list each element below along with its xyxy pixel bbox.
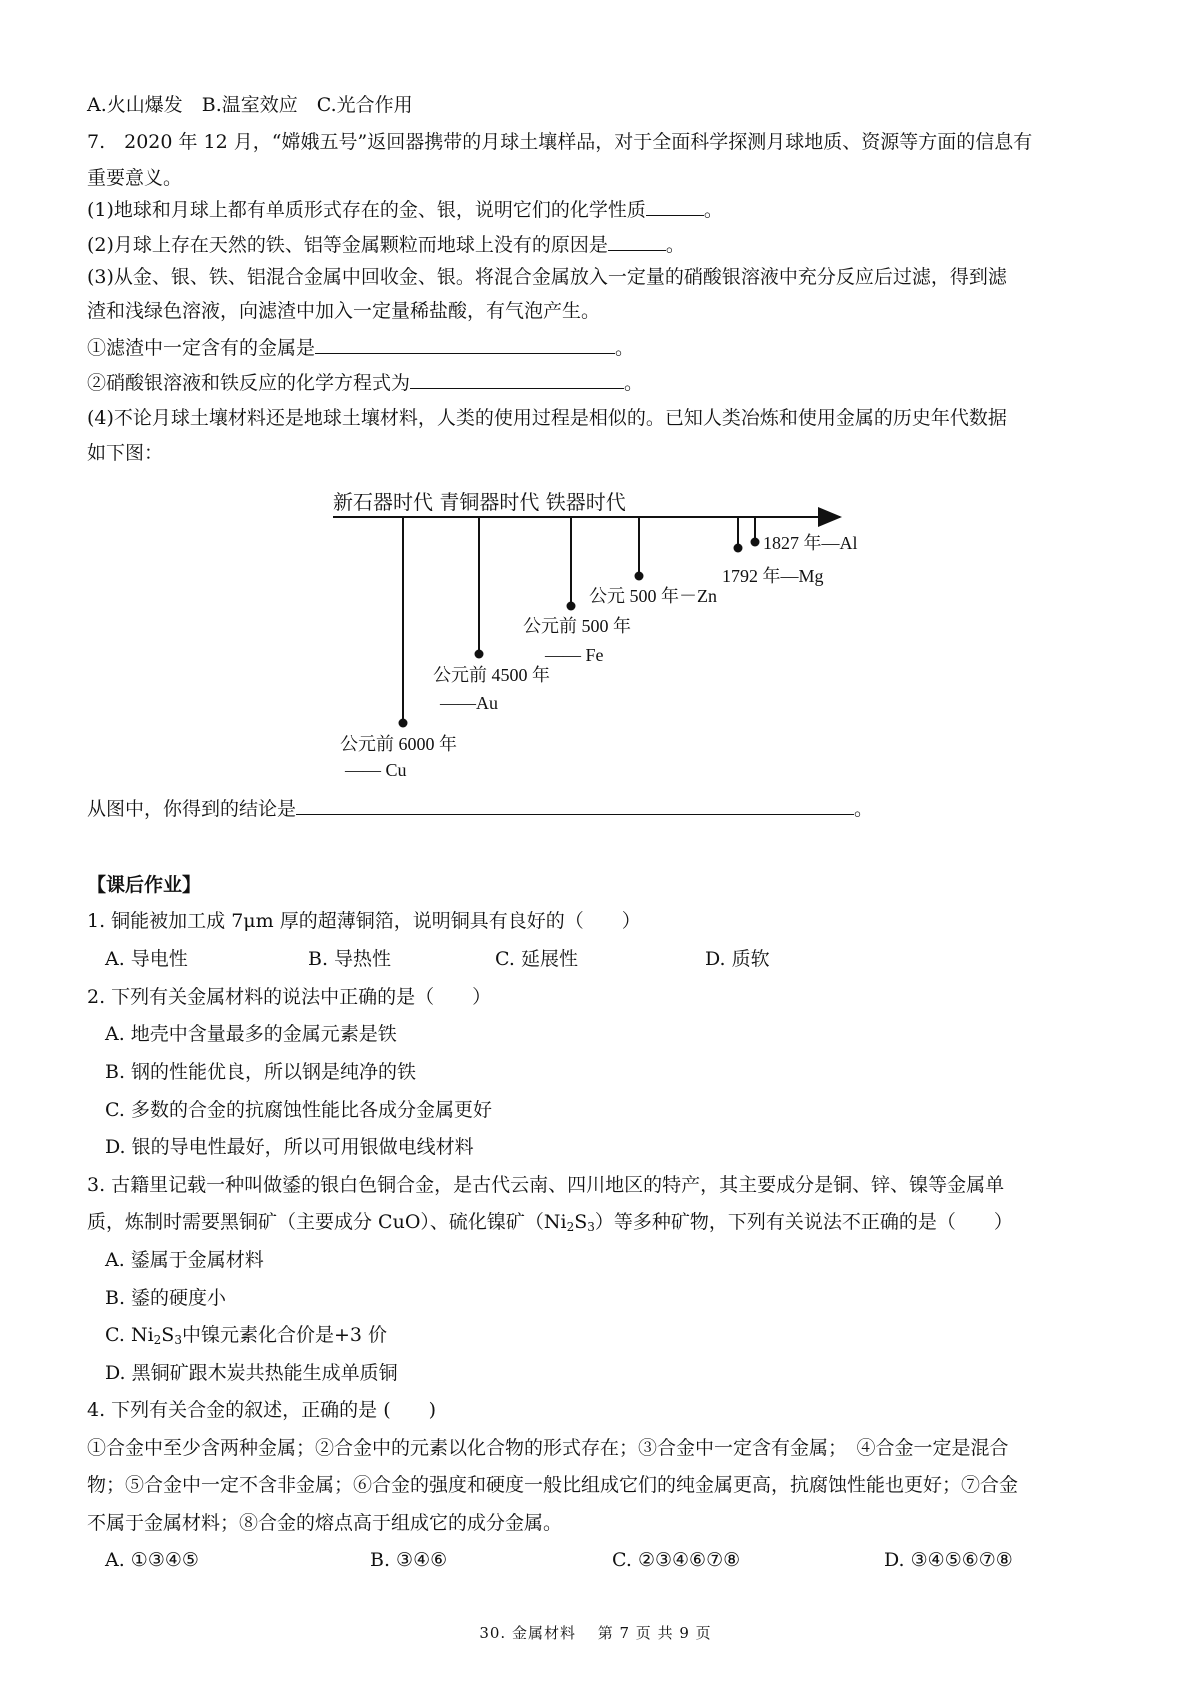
page-footer: 30. 金属材料 第 7 页 共 9 页: [479, 1624, 712, 1642]
q7-stem-line-2: 重要意义。: [87, 167, 183, 189]
q7-part-4-line-1: (4)不论月球土壤材料还是地球土壤材料，人类的使用过程是相似的。已知人类冶炼和使用金属的历史年代数据: [87, 407, 1007, 429]
hw-q4-statements-line-2: 物；⑤合金中一定不含非金属；⑥合金的强度和硬度一般比组成它们的纯金属更高，抗腐蚀性能也更好；⑦合金: [87, 1474, 1019, 1496]
hw-q1-option-a[interactable]: A. 导电性: [105, 948, 188, 970]
hw-q3-stem-line-2: [87, 1209, 1013, 1235]
q7-part-3a-text: ①滤渣中一定含有的金属是: [87, 337, 316, 359]
al-marker-dot: [751, 538, 760, 547]
hw-q4-option-a[interactable]: A. ①③④⑤: [105, 1549, 199, 1571]
hw-q2-option-a[interactable]: A. 地壳中含量最多的金属元素是铁: [105, 1023, 397, 1045]
mg-label: 1792 年—Mg: [722, 566, 824, 586]
q7-part-3a-suffix: 。: [615, 337, 635, 359]
cu-year-label: 公元前 6000 年: [340, 734, 457, 754]
fe-year-label: 公元前 500 年: [523, 616, 631, 636]
q7-part-2-text: (2)月球上存在天然的铁、铝等金属颗粒而地球上没有的原因是: [87, 234, 608, 256]
hw-q3-option-c-subscript-2: 3: [174, 1333, 182, 1347]
cu-metal-label: —— Cu: [345, 760, 407, 780]
metal-history-timeline: [0, 0, 1191, 800]
fe-marker-dot: [567, 602, 576, 611]
hw-q3-option-c-text-b: S: [161, 1324, 175, 1346]
hw-q4-option-d[interactable]: D. ③④⑤⑥⑦⑧: [884, 1549, 1013, 1571]
q7-conclusion-text: 从图中，你得到的结论是: [87, 798, 297, 820]
q7-part-4-line-2: 如下图：: [87, 442, 164, 464]
hw-q4-statements-line-1: ①合金中至少含两种金属；②合金中的元素以化合物的形式存在；③合金中一定含有金属； ④合金一定是混合: [87, 1437, 1009, 1459]
hw-q3-option-c[interactable]: [105, 1322, 387, 1348]
au-year-label: 公元前 4500 年: [433, 665, 550, 685]
au-marker-dot: [475, 650, 484, 659]
au-metal-label: ——Au: [440, 693, 498, 713]
hw-q3-option-b[interactable]: B. 鋈的硬度小: [105, 1287, 227, 1309]
q7-part-1-text: (1)地球和月球上都有单质形式存在的金、银，说明它们的化学性质: [87, 199, 646, 221]
mg-marker-dot: [734, 544, 743, 553]
hw-q4-stem: 4. 下列有关合金的叙述，正确的是 ( ): [87, 1399, 437, 1421]
hw-q3-stem-line-1: 3. 古籍里记载一种叫做鋈的银白色铜合金，是古代云南、四川地区的特产，其主要成分是铜、锌、镍等金属单: [87, 1174, 1005, 1196]
hw-q2-option-c[interactable]: C. 多数的合金的抗腐蚀性能比各成分金属更好: [105, 1099, 492, 1121]
hw-q3-stem-text-b: S: [574, 1211, 588, 1233]
fe-metal-label: —— Fe: [545, 645, 604, 665]
q7-part-3b-text: ②硝酸银溶液和铁反应的化学方程式为: [87, 372, 411, 394]
hw-q1-option-b[interactable]: B. 导热性: [308, 948, 392, 970]
q7-conclusion-suffix: 。: [854, 798, 874, 820]
al-label: 1827 年—Al: [763, 533, 858, 553]
q7-part-3-line-2: 渣和浅绿色溶液，向滤渣中加入一定量稀盐酸，有气泡产生。: [87, 300, 601, 322]
q7-part-2-suffix: 。: [665, 234, 685, 256]
hw-q2-stem: 2. 下列有关金属材料的说法中正确的是（ ）: [87, 986, 492, 1008]
q7-part-1-suffix: 。: [703, 199, 723, 221]
q7-part-3b-suffix: 。: [624, 372, 644, 394]
hw-q4-statements-line-3: 不属于金属材料；⑧合金的熔点高于组成它的成分金属。: [87, 1512, 563, 1534]
hw-q3-option-c-text-c: 中镍元素化合价是+3 价: [181, 1324, 388, 1346]
hw-q3-option-a[interactable]: A. 鋈属于金属材料: [105, 1249, 264, 1271]
zn-marker-dot: [635, 572, 644, 581]
hw-q3-option-c-text-a: C. Ni: [105, 1324, 154, 1346]
q7-conclusion-answer-blank[interactable]: [296, 796, 854, 815]
hw-q1-option-d[interactable]: D. 质软: [705, 948, 770, 970]
q7-conclusion: [87, 796, 873, 822]
cu-marker-dot: [399, 719, 408, 728]
hw-q2-option-b[interactable]: B. 钢的性能优良，所以钢是纯净的铁: [105, 1061, 417, 1083]
q7-stem-line-1: 7. 2020 年 12 月，“嫦娥五号”返回器携带的月球土壤样品，对于全面科学探测月球地质、资源等方面的信息有: [87, 131, 1033, 153]
hw-q3-stem-text-a: 质，炼制时需要黑铜矿（主要成分 CuO）、硫化镍矿（Ni: [87, 1211, 567, 1233]
hw-q3-option-d[interactable]: D. 黑铜矿跟木炭共热能生成单质铜: [105, 1362, 398, 1384]
previous-question-options: A.火山爆发 B.温室效应 C.光合作用: [87, 94, 413, 116]
homework-heading: 【课后作业】: [87, 874, 202, 896]
hw-q3-subscript-1: 2: [566, 1220, 575, 1234]
hw-q4-option-b[interactable]: B. ③④⑥: [370, 1549, 448, 1571]
q7-part-3-line-1: (3)从金、银、铁、铝混合金属中回收金、银。将混合金属放入一定量的硝酸银溶液中充分反应后过滤，得到滤: [87, 266, 1007, 288]
hw-q4-option-c[interactable]: C. ②③④⑥⑦⑧: [612, 1549, 741, 1571]
hw-q3-stem-text-c: ）等多种矿物，下列有关说法不正确的是（ ）: [594, 1211, 1013, 1233]
hw-q1-stem: 1. 铜能被加工成 7μm 厚的超薄铜箔，说明铜具有良好的（ ）: [87, 910, 641, 932]
timeline-era-labels: 新石器时代 青铜器时代 铁器时代: [333, 490, 626, 514]
hw-q3-option-c-subscript-1: 2: [153, 1333, 162, 1347]
zn-label: 公元 500 年－Zn: [589, 586, 717, 606]
hw-q1-option-c[interactable]: C. 延展性: [495, 948, 578, 970]
hw-q3-subscript-2: 3: [587, 1220, 595, 1234]
hw-q2-option-d[interactable]: D. 银的导电性最好，所以可用银做电线材料: [105, 1136, 474, 1158]
